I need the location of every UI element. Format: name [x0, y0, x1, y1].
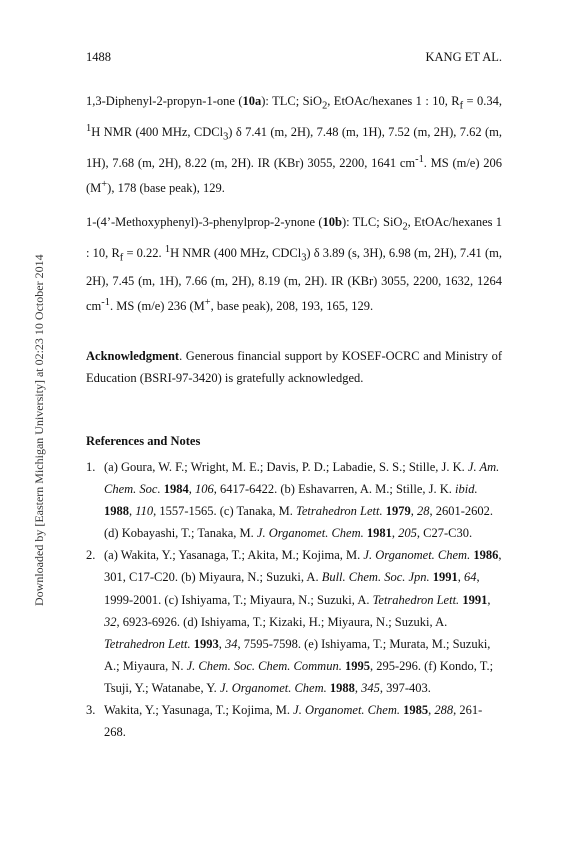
reference-item: 2. (a) Wakita, Y.; Yasanaga, T.; Akita, M.; Kojima, M. J. Organomet. Chem. 1986, 301, C17-C20. (b) Miyaura, N.; Suzuki, A. Bull. Chem. Soc. Jpn. 1991, 64, 1999-2001. (c) Ishiyama, T.; Miyaura, N.; Suzuki, A. Tetrahedron Lett. 1991, 32, 6923-6926. (d) Ishiyama, T.; Kizaki, H.; Miyaura, N.; Suzuki, A. Tetrahedron Lett. 1993, 34, 7595-7598. (e) Ishiyama, T.; Murata, M.; Suzuki, A.; Miyaura, N. J. Chem. Soc. Chem. Commun. 1995, 295-296. (f) Kondo, T.; Tsuji, Y.; Watanabe, Y. J. Organomet. Chem. 1988, 345, 397-403.	[86, 548, 502, 695]
acknowledgment-title: Acknowledgment	[86, 349, 180, 363]
compound-name: 1,3-Diphenyl-2-propyn-1-one	[86, 94, 235, 108]
reference-item: 1. (a) Goura, W. F.; Wright, M. E.; Davis, P. D.; Labadie, S. S.; Stille, J. K. J. Am. Chem. Soc. 1984, 106, 6417-6422. (b) Eshavarren, A. M.; Stille, J. K. ibid. 1988, 110, 1557-1565. (c) Tanaka, M. Tetrahedron Lett. 1979, 28, 2601-2602. (d) Kobayashi, T.; Tanaka, M. J. Organomet. Chem. 1981, 205, C27-C30.	[86, 460, 500, 541]
compound-10a-paragraph: 1,3-Diphenyl-2-propyn-1-one (10a): TLC; SiO$_2$, EtOAc/hexanes 1 : 10, $R_f = 0.34$, $^1$H NMR (400 MHz, CDCl$_3$) δ 7.41 (m, 2H), 7.48 (m, 1H), 7.52 (m, 2H), 7.62 (m, 1H), 7.68 (m, 2H), 8.22 (m, 2H). IR (KBr) 3055, 2200, 1641 $cm^{-1}$. MS (m/e) 206 (M+), 178 (base peak), 129.	[86, 94, 503, 196]
references-list	[86, 456, 502, 743]
compound-label: 10b	[322, 215, 342, 229]
page-number: 1488	[86, 50, 111, 64]
download-stamp: Downloaded by [Eastern Michigan University] at 02:23 10 October 2014	[32, 254, 46, 606]
running-head: KANG ET AL.	[425, 50, 502, 64]
acknowledgment-paragraph	[86, 345, 502, 390]
reference-item: 3. Wakita, Y.; Yasunaga, T.; Kojima, M. J. Organomet. Chem. 1985, 288, 261-268.	[86, 703, 483, 740]
references-title: References and Notes	[86, 434, 201, 448]
compound-label: 10a	[242, 94, 262, 108]
page-header	[86, 50, 502, 66]
compound-name: 1-(4’-Methoxyphenyl)-3-phenylprop-2-ynone	[86, 215, 316, 229]
acknowledgment-text: . Generous financial support by KOSEF-OCRC and Ministry of Education (BSRI-97-3420) is gratefully acknowledged.	[86, 349, 502, 386]
compound-10b-paragraph: 1-(4’-Methoxyphenyl)-3-phenylprop-2-ynone (10b): TLC; SiO$_2$, EtOAc/hexanes 1 : 10, $R_f = 0.22$. $^1$H NMR (400 MHz, CDCl$_3$) δ 3.89 (s, 3H), 6.98 (m, 2H), 7.41 (m, 2H), 7.45 (m, 1H), 7.66 (m, 2H), 8.19 (m, 2H). IR (KBr) 3055, 2200, 1632, 1264 $cm^{-1}$. MS (m/e) 236 (M+, base peak), 208, 193, 165, 129.	[86, 215, 502, 314]
